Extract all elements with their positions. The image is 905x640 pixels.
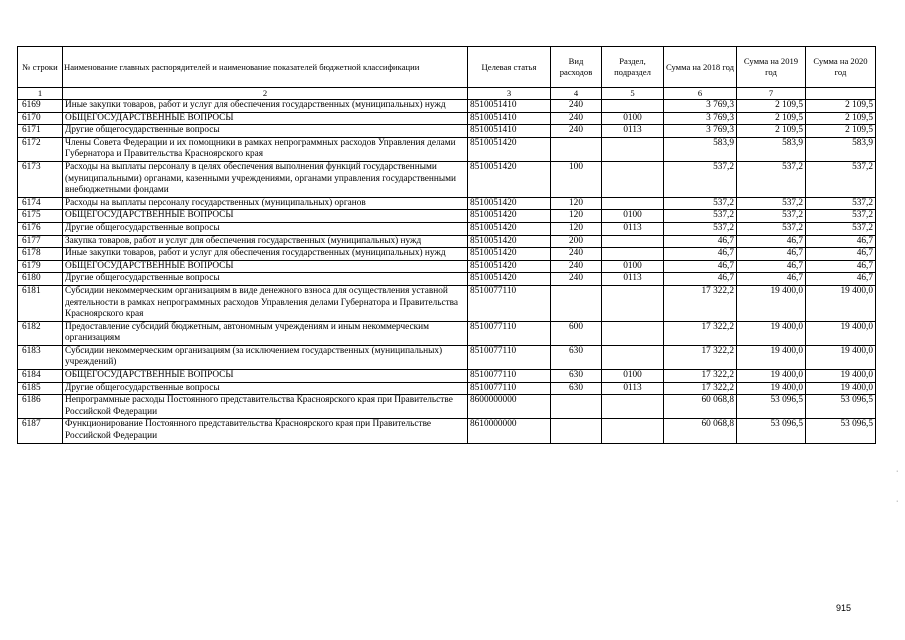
col-header-sum2018: Сумма на 2018 год <box>664 47 737 88</box>
budget-table <box>17 46 876 444</box>
cell-expense-kind: 600 <box>551 321 602 345</box>
cell-sum-2018: 60 068,8 <box>664 395 737 419</box>
cell-row-number: 6178 <box>18 248 63 261</box>
cell-name: Функционирование Постоянного представительства Красноярского края при Правительстве Российской Федерации <box>63 419 468 443</box>
column-index-cell <box>806 88 876 100</box>
table-row <box>18 100 876 113</box>
cell-name: Предоставление субсидий бюджетным, автономным учреждениям и иным некоммерческим организациям <box>63 321 468 345</box>
cell-name: ОБЩЕГОСУДАРСТВЕННЫЕ ВОПРОСЫ <box>63 370 468 383</box>
cell-name: Другие общегосударственные вопросы <box>63 222 468 235</box>
column-index-cell: 4 <box>551 88 602 100</box>
cell-target-article: 8510077110 <box>468 382 551 395</box>
cell-row-number: 6186 <box>18 395 63 419</box>
cell-name: Другие общегосударственные вопросы <box>63 125 468 138</box>
cell-row-number: 6185 <box>18 382 63 395</box>
cell-sum-2019: 19 400,0 <box>737 285 806 321</box>
cell-name: Закупка товаров, работ и услуг для обеспечения государственных (муниципальных) нужд <box>63 235 468 248</box>
cell-sum-2019: 2 109,5 <box>737 100 806 113</box>
cell-expense-kind: 240 <box>551 260 602 273</box>
col-header-target: Целевая статья <box>468 47 551 88</box>
cell-row-number: 6182 <box>18 321 63 345</box>
cell-sum-2019: 537,2 <box>737 210 806 223</box>
col-header-section: Раздел, подраздел <box>602 47 664 88</box>
cell-target-article: 8510051420 <box>468 137 551 161</box>
table-row <box>18 321 876 345</box>
cell-sum-2019: 583,9 <box>737 137 806 161</box>
cell-expense-kind: 240 <box>551 125 602 138</box>
cell-expense-kind: 630 <box>551 345 602 369</box>
cell-section <box>602 235 664 248</box>
cell-row-number: 6179 <box>18 260 63 273</box>
cell-target-article: 8510051410 <box>468 100 551 113</box>
cell-target-article: 8510077110 <box>468 345 551 369</box>
column-index-cell: 5 <box>602 88 664 100</box>
cell-section: 0113 <box>602 222 664 235</box>
cell-sum-2020: 46,7 <box>806 273 876 286</box>
cell-section <box>602 100 664 113</box>
cell-section <box>602 137 664 161</box>
cell-expense-kind <box>551 419 602 443</box>
cell-sum-2020: 53 096,5 <box>806 395 876 419</box>
cell-sum-2018: 46,7 <box>664 273 737 286</box>
cell-sum-2019: 46,7 <box>737 273 806 286</box>
cell-sum-2018: 583,9 <box>664 137 737 161</box>
cell-section: 0100 <box>602 210 664 223</box>
scan-edge-mark: · <box>896 468 899 475</box>
column-index-row <box>18 88 876 100</box>
cell-name: Непрограммные расходы Постоянного представительства Красноярского края при Правительстве Российской Федерации <box>63 395 468 419</box>
cell-sum-2018: 3 769,3 <box>664 125 737 138</box>
cell-sum-2020: 19 400,0 <box>806 285 876 321</box>
cell-expense-kind: 200 <box>551 235 602 248</box>
table-row <box>18 260 876 273</box>
cell-expense-kind: 120 <box>551 222 602 235</box>
column-index-cell: 3 <box>468 88 551 100</box>
table-row <box>18 125 876 138</box>
column-index-cell: 7 <box>737 88 806 100</box>
cell-sum-2019: 537,2 <box>737 222 806 235</box>
cell-row-number: 6169 <box>18 100 63 113</box>
budget-table-container <box>17 46 875 444</box>
cell-row-number: 6171 <box>18 125 63 138</box>
cell-sum-2020: 2 109,5 <box>806 125 876 138</box>
cell-sum-2018: 537,2 <box>664 210 737 223</box>
cell-section: 0100 <box>602 370 664 383</box>
cell-target-article: 8510051420 <box>468 273 551 286</box>
cell-sum-2018: 537,2 <box>664 197 737 210</box>
cell-section: 0100 <box>602 260 664 273</box>
cell-sum-2019: 46,7 <box>737 235 806 248</box>
cell-name: Другие общегосударственные вопросы <box>63 273 468 286</box>
cell-sum-2019: 19 400,0 <box>737 321 806 345</box>
cell-expense-kind <box>551 395 602 419</box>
cell-expense-kind: 630 <box>551 382 602 395</box>
table-row <box>18 222 876 235</box>
col-header-sum2019: Сумма на 2019 год <box>737 47 806 88</box>
cell-sum-2020: 19 400,0 <box>806 382 876 395</box>
table-row <box>18 161 876 197</box>
cell-target-article: 8510051420 <box>468 222 551 235</box>
cell-expense-kind <box>551 285 602 321</box>
cell-expense-kind: 630 <box>551 370 602 383</box>
cell-target-article: 8600000000 <box>468 395 551 419</box>
cell-sum-2018: 537,2 <box>664 222 737 235</box>
cell-name: ОБЩЕГОСУДАРСТВЕННЫЕ ВОПРОСЫ <box>63 112 468 125</box>
cell-name: Расходы на выплаты персоналу государственных (муниципальных) органов <box>63 197 468 210</box>
cell-sum-2018: 17 322,2 <box>664 285 737 321</box>
cell-section: 0113 <box>602 382 664 395</box>
cell-name: Субсидии некоммерческим организациям в виде денежного взноса для осуществления уставной деятельности в рамках непрограммных расходов Управления делами Губернатора и Правительства Красноярского края <box>63 285 468 321</box>
cell-row-number: 6187 <box>18 419 63 443</box>
table-body <box>18 88 876 444</box>
table-row <box>18 273 876 286</box>
cell-expense-kind: 240 <box>551 273 602 286</box>
cell-target-article: 8510051410 <box>468 125 551 138</box>
cell-expense-kind: 240 <box>551 248 602 261</box>
cell-expense-kind: 240 <box>551 112 602 125</box>
cell-row-number: 6176 <box>18 222 63 235</box>
table-row <box>18 419 876 443</box>
cell-row-number: 6173 <box>18 161 63 197</box>
cell-sum-2020: 53 096,5 <box>806 419 876 443</box>
table-row <box>18 285 876 321</box>
cell-sum-2019: 19 400,0 <box>737 345 806 369</box>
cell-expense-kind: 120 <box>551 197 602 210</box>
cell-row-number: 6183 <box>18 345 63 369</box>
col-header-name: Наименование главных распорядителей и наименование показателей бюджетной классификации <box>63 47 468 88</box>
cell-name: Субсидии некоммерческим организациям (за исключением государственных (муниципальных) учреждений) <box>63 345 468 369</box>
cell-target-article: 8510051420 <box>468 210 551 223</box>
cell-name: Члены Совета Федерации и их помощники в рамках непрограммных расходов Управления делами Губернатора и Правительства Красноярского края <box>63 137 468 161</box>
cell-section <box>602 419 664 443</box>
col-header-kind: Вид расходов <box>551 47 602 88</box>
table-row <box>18 137 876 161</box>
cell-sum-2020: 537,2 <box>806 197 876 210</box>
cell-target-article: 8510077110 <box>468 285 551 321</box>
column-index-cell: 1 <box>18 88 63 100</box>
cell-sum-2018: 46,7 <box>664 235 737 248</box>
table-row <box>18 210 876 223</box>
cell-name: Иные закупки товаров, работ и услуг для обеспечения государственных (муниципальных) нужд <box>63 100 468 113</box>
table-row <box>18 197 876 210</box>
cell-row-number: 6181 <box>18 285 63 321</box>
cell-sum-2020: 537,2 <box>806 161 876 197</box>
cell-name: Иные закупки товаров, работ и услуг для обеспечения государственных (муниципальных) нужд <box>63 248 468 261</box>
cell-section <box>602 197 664 210</box>
cell-sum-2019: 2 109,5 <box>737 125 806 138</box>
cell-target-article: 8510051410 <box>468 112 551 125</box>
cell-section: 0113 <box>602 273 664 286</box>
cell-expense-kind: 240 <box>551 100 602 113</box>
cell-section: 0113 <box>602 125 664 138</box>
cell-target-article: 8510051420 <box>468 260 551 273</box>
cell-sum-2020: 537,2 <box>806 222 876 235</box>
cell-target-article: 8510077110 <box>468 370 551 383</box>
cell-sum-2019: 537,2 <box>737 197 806 210</box>
cell-expense-kind <box>551 137 602 161</box>
page-number: 915 <box>836 603 852 613</box>
cell-section <box>602 248 664 261</box>
cell-expense-kind: 100 <box>551 161 602 197</box>
cell-section <box>602 345 664 369</box>
cell-sum-2020: 19 400,0 <box>806 345 876 369</box>
cell-section <box>602 395 664 419</box>
cell-sum-2019: 19 400,0 <box>737 370 806 383</box>
cell-sum-2018: 60 068,8 <box>664 419 737 443</box>
cell-row-number: 6180 <box>18 273 63 286</box>
cell-row-number: 6170 <box>18 112 63 125</box>
cell-row-number: 6177 <box>18 235 63 248</box>
cell-sum-2019: 537,2 <box>737 161 806 197</box>
cell-sum-2018: 17 322,2 <box>664 321 737 345</box>
cell-section: 0100 <box>602 112 664 125</box>
table-header <box>18 47 876 88</box>
cell-sum-2020: 583,9 <box>806 137 876 161</box>
table-row <box>18 370 876 383</box>
cell-sum-2019: 53 096,5 <box>737 419 806 443</box>
cell-target-article: 8610000000 <box>468 419 551 443</box>
cell-sum-2020: 2 109,5 <box>806 112 876 125</box>
cell-sum-2020: 46,7 <box>806 235 876 248</box>
cell-sum-2019: 46,7 <box>737 260 806 273</box>
cell-name: ОБЩЕГОСУДАРСТВЕННЫЕ ВОПРОСЫ <box>63 260 468 273</box>
cell-target-article: 8510051420 <box>468 161 551 197</box>
cell-sum-2019: 19 400,0 <box>737 382 806 395</box>
col-header-num: № строки <box>18 47 63 88</box>
cell-sum-2020: 19 400,0 <box>806 370 876 383</box>
cell-section <box>602 285 664 321</box>
col-header-sum2020: Сумма на 2020 год <box>806 47 876 88</box>
cell-sum-2020: 46,7 <box>806 248 876 261</box>
cell-sum-2018: 17 322,2 <box>664 382 737 395</box>
cell-target-article: 8510051420 <box>468 248 551 261</box>
column-index-cell: 2 <box>63 88 468 100</box>
table-row <box>18 382 876 395</box>
cell-sum-2019: 53 096,5 <box>737 395 806 419</box>
cell-sum-2020: 537,2 <box>806 210 876 223</box>
cell-row-number: 6175 <box>18 210 63 223</box>
table-row <box>18 112 876 125</box>
cell-name: Другие общегосударственные вопросы <box>63 382 468 395</box>
table-row <box>18 345 876 369</box>
cell-row-number: 6184 <box>18 370 63 383</box>
cell-target-article: 8510051420 <box>468 235 551 248</box>
cell-sum-2018: 537,2 <box>664 161 737 197</box>
cell-sum-2019: 2 109,5 <box>737 112 806 125</box>
cell-sum-2018: 3 769,3 <box>664 100 737 113</box>
cell-sum-2019: 46,7 <box>737 248 806 261</box>
cell-target-article: 8510051420 <box>468 197 551 210</box>
column-index-cell: 6 <box>664 88 737 100</box>
cell-section <box>602 161 664 197</box>
cell-sum-2018: 17 322,2 <box>664 345 737 369</box>
cell-row-number: 6172 <box>18 137 63 161</box>
cell-row-number: 6174 <box>18 197 63 210</box>
cell-name: Расходы на выплаты персоналу в целях обеспечения выполнения функций государственными (муниципальными) органами, казенными учреждениями, органами управления государственными внебюджетными фондами <box>63 161 468 197</box>
cell-name: ОБЩЕГОСУДАРСТВЕННЫЕ ВОПРОСЫ <box>63 210 468 223</box>
cell-expense-kind: 120 <box>551 210 602 223</box>
cell-target-article: 8510077110 <box>468 321 551 345</box>
table-row <box>18 235 876 248</box>
table-row <box>18 395 876 419</box>
cell-sum-2018: 46,7 <box>664 248 737 261</box>
scan-edge-mark: · <box>896 498 899 505</box>
cell-sum-2018: 17 322,2 <box>664 370 737 383</box>
table-row <box>18 248 876 261</box>
cell-sum-2018: 3 769,3 <box>664 112 737 125</box>
cell-sum-2020: 19 400,0 <box>806 321 876 345</box>
cell-sum-2020: 2 109,5 <box>806 100 876 113</box>
cell-section <box>602 321 664 345</box>
cell-sum-2020: 46,7 <box>806 260 876 273</box>
cell-sum-2018: 46,7 <box>664 260 737 273</box>
